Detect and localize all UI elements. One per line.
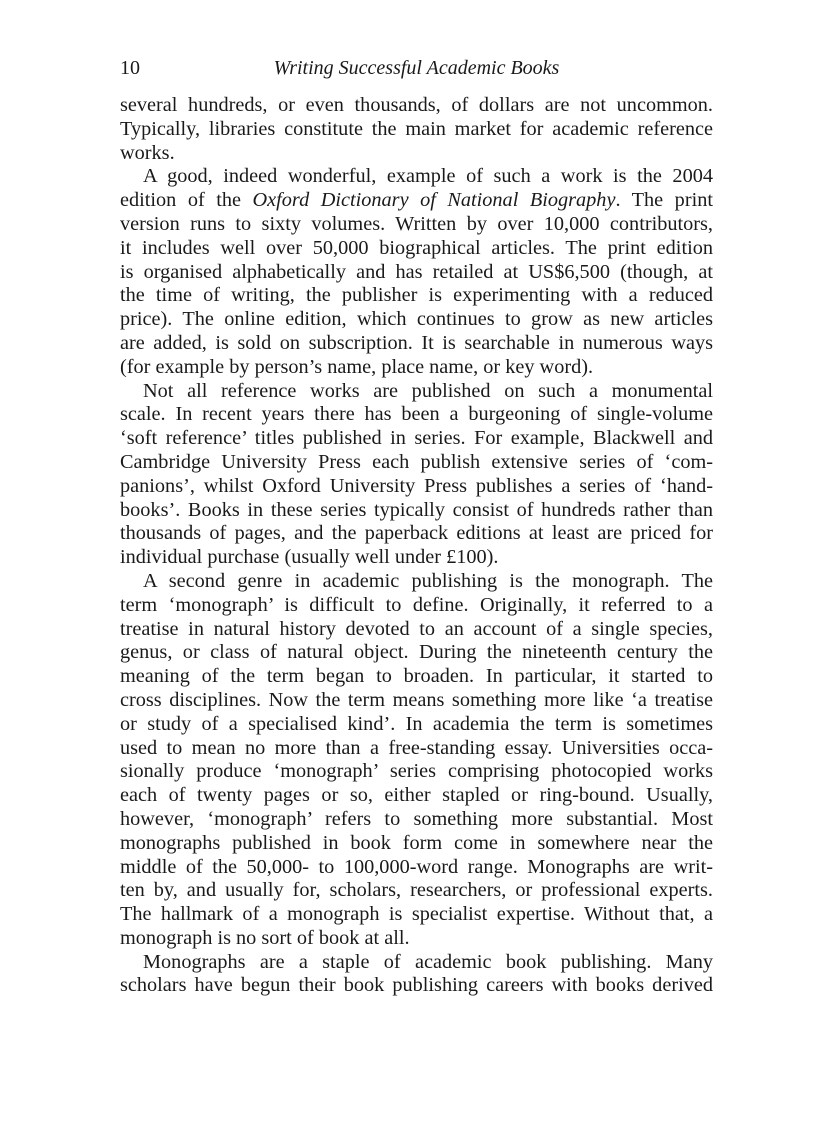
paragraph [120,951,713,999]
text-line: used to mean no more than a free-standing essay. Universities occa- [120,736,713,759]
text-line: A second genre in academic publishing is the monograph. The [143,569,713,592]
text-line: the time of writing, the publisher is experimenting with a reduced [120,284,713,307]
text-line: Cambridge University Press each publish extensive series of ‘com- [120,450,713,473]
text-line: thousands of pages, and the paperback editions at least are priced for [120,522,713,545]
text-line: books’. Books in these series typically consist of hundreds rather than [120,498,713,521]
text-line: panions’, whilst Oxford University Press publishes a series of ‘hand- [120,474,713,497]
text-line: scholars have begun their book publishing careers with books derived [120,974,713,997]
paragraph [120,94,713,165]
text-line: monograph is no sort of book at all. [120,926,410,949]
text-line: price). The online edition, which continues to grow as new articles [120,308,713,331]
text-line: scale. In recent years there has been a burgeoning of single-volume [120,403,713,426]
text-line: however, ‘monograph’ refers to something more substantial. Most [120,807,713,830]
text-line: monographs published in book form come in somewhere near the [120,831,713,854]
text-line: ‘soft reference’ titles published in series. For example, Blackwell and [120,427,713,450]
text-line: are added, is sold on subscription. It is searchable in numerous ways [120,331,713,354]
page-number: 10 [120,57,140,79]
text-line: middle of the 50,000- to 100,000-word range. Monographs are writ- [120,855,713,878]
text-line: (for example by person’s name, place name, or key word). [120,355,594,378]
text-line: works. [120,141,175,164]
paragraph [120,165,713,379]
paragraph [120,380,713,570]
running-header [120,57,713,83]
italic-title: Oxford Dictionary of National Biography [252,189,616,212]
text-line: each of twenty pages or so, either stapled or ring-bound. Usually, [120,784,713,807]
text-line: edition of the Oxford Dictionary of National Biography. The print [120,189,713,212]
text-line: individual purchase (usually well under £100). [120,546,499,569]
text-line: or study of a specialised kind’. In academia the term is sometimes [120,712,713,735]
body-text [120,94,713,998]
text-line: meaning of the term began to broaden. In particular, it started to [120,665,713,688]
text-line: term ‘monograph’ is difficult to define. Originally, it referred to a [120,593,713,616]
text-line: several hundreds, or even thousands, of dollars are not uncommon. [120,94,713,116]
text-line: version runs to sixty volumes. Written by over 10,000 contributors, [120,212,713,235]
text-line: it includes well over 50,000 biographical articles. The print edition [120,236,713,259]
text-line: genus, or class of natural object. During the nineteenth century the [120,641,713,664]
text-line: Not all reference works are published on such a monumental [143,379,713,402]
text-line: A good, indeed wonderful, example of such a work is the 2004 [143,165,713,188]
text-line: The hallmark of a monograph is specialist expertise. Without that, a [120,903,713,926]
text-line: treatise in natural history devoted to an account of a single species, [120,617,713,640]
text-line: ten by, and usually for, scholars, researchers, or professional experts. [120,879,713,902]
text-line: cross disciplines. Now the term means something more like ‘a treatise [120,688,713,711]
text-line: sionally produce ‘monograph’ series comprising photocopied works [120,760,713,783]
text-line: Monographs are a staple of academic book publishing. Many [143,950,713,973]
running-title: Writing Successful Academic Books [273,57,560,79]
paragraph [120,570,713,951]
text-line: Typically, libraries constitute the main market for academic reference [120,117,713,140]
text-line: is organised alphabetically and has retailed at US$6,500 (though, at [120,260,713,283]
